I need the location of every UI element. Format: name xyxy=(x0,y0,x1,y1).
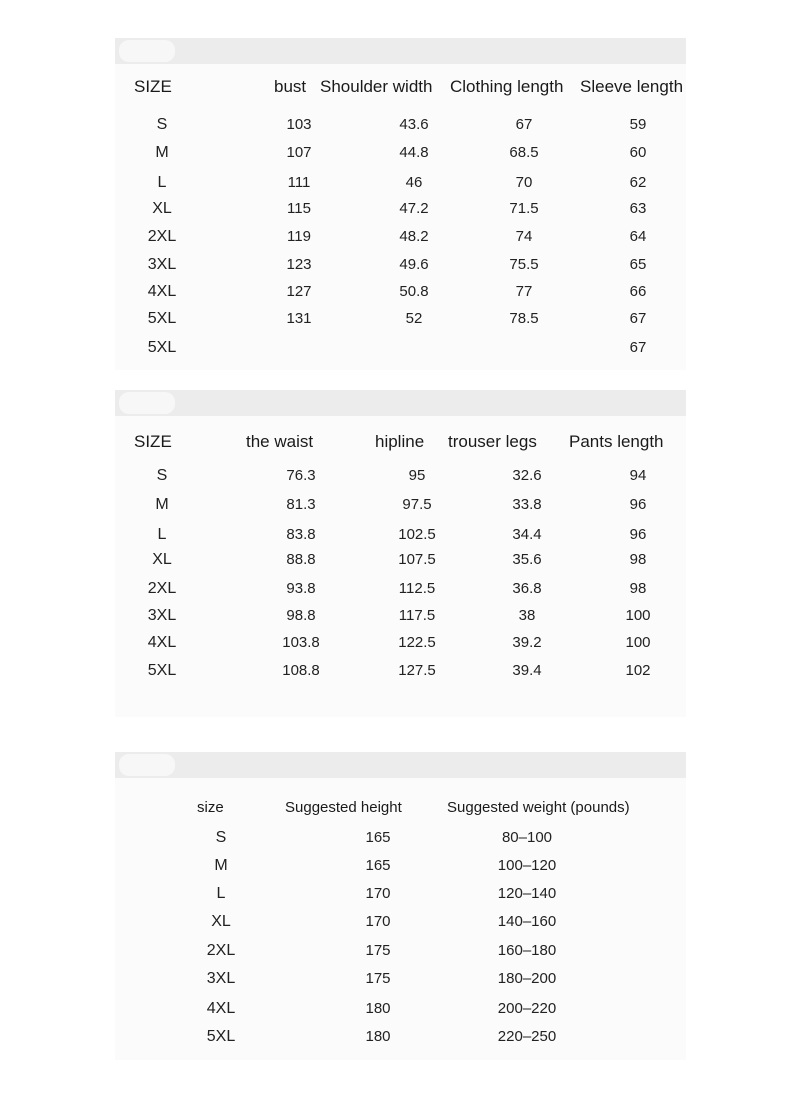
header-suggested-height: Suggested height xyxy=(285,799,402,816)
cell-size: 3XL xyxy=(147,607,177,624)
header-size: size xyxy=(197,799,224,816)
cell-bust: 115 xyxy=(287,200,311,217)
cell-bust: 131 xyxy=(286,310,312,327)
cell-size: 2XL xyxy=(206,942,236,959)
cell-trouser-legs: 32.6 xyxy=(512,467,542,484)
cell-shoulder-width: 47.2 xyxy=(399,200,429,217)
cell-shoulder-width: 49.6 xyxy=(399,256,429,273)
cell-suggested-height: 180 xyxy=(365,1000,391,1017)
cell-size: 2XL xyxy=(147,580,177,597)
cell-pants-length: 98 xyxy=(629,551,647,568)
cell-waist: 103.8 xyxy=(282,634,320,651)
cell-size: M xyxy=(155,496,169,513)
cell-size: 4XL xyxy=(206,1000,236,1017)
cell-waist: 93.8 xyxy=(286,580,316,597)
cell-clothing-length: 74 xyxy=(515,228,533,245)
cell-clothing-length: 75.5 xyxy=(509,256,539,273)
cell-bust: 119 xyxy=(287,228,311,245)
cell-sleeve-length: 60 xyxy=(629,144,647,161)
cell-hipline: 97.5 xyxy=(402,496,432,513)
cell-size: S xyxy=(215,829,227,846)
cell-size: XL xyxy=(152,551,172,568)
cell-clothing-length: 71.5 xyxy=(509,200,539,217)
cell-trouser-legs: 36.8 xyxy=(512,580,542,597)
cell-size: 4XL xyxy=(147,634,177,651)
cell-sleeve-length: 67 xyxy=(629,339,647,356)
cell-size: 5XL xyxy=(147,339,177,356)
cell-pants-length: 96 xyxy=(629,526,647,543)
header-clothing-length: Clothing length xyxy=(450,77,564,96)
cell-size: 2XL xyxy=(147,228,177,245)
cell-suggested-weight: 140–160 xyxy=(497,913,557,930)
cell-bust: 123 xyxy=(286,256,312,273)
cell-size: 5XL xyxy=(147,310,177,327)
cell-size: XL xyxy=(152,200,172,217)
cell-sleeve-length: 66 xyxy=(629,283,647,300)
cell-waist: 76.3 xyxy=(286,467,316,484)
cell-size: S xyxy=(156,116,168,133)
cell-sleeve-length: 65 xyxy=(629,256,647,273)
cell-suggested-weight: 160–180 xyxy=(497,942,557,959)
cell-shoulder-width: 44.8 xyxy=(399,144,429,161)
cell-waist: 98.8 xyxy=(286,607,316,624)
cell-size: 3XL xyxy=(206,970,236,987)
cell-sleeve-length: 63 xyxy=(629,200,647,217)
cell-suggested-weight: 100–120 xyxy=(497,857,557,874)
cell-size: M xyxy=(155,144,169,161)
cell-sleeve-length: 64 xyxy=(629,228,647,245)
cell-hipline: 107.5 xyxy=(398,551,436,568)
cell-waist: 88.8 xyxy=(286,551,316,568)
cell-size: 5XL xyxy=(206,1028,236,1045)
cell-suggested-height: 170 xyxy=(365,913,391,930)
cell-suggested-weight: 120–140 xyxy=(497,885,557,902)
header-hipline: hipline xyxy=(375,432,425,451)
cell-clothing-length: 70 xyxy=(515,174,533,191)
cell-suggested-height: 175 xyxy=(365,970,391,987)
cell-suggested-weight: 80–100 xyxy=(501,829,553,846)
header-bust: bust xyxy=(274,77,307,96)
cell-hipline: 122.5 xyxy=(398,634,436,651)
cell-suggested-weight: 220–250 xyxy=(497,1028,557,1045)
cell-pants-length: 96 xyxy=(629,496,647,513)
cell-hipline: 102.5 xyxy=(398,526,436,543)
cell-hipline: 112.5 xyxy=(398,580,436,597)
cell-suggested-height: 170 xyxy=(365,885,391,902)
cell-pants-length: 100 xyxy=(625,607,651,624)
cell-shoulder-width: 46 xyxy=(405,174,423,191)
header-shoulder-width: Shoulder width xyxy=(320,77,433,96)
cell-clothing-length: 78.5 xyxy=(509,310,539,327)
cell-size: 3XL xyxy=(147,256,177,273)
cell-hipline: 117.5 xyxy=(398,607,436,624)
cell-size: L xyxy=(157,526,167,543)
cell-trouser-legs: 34.4 xyxy=(512,526,542,543)
cell-pants-length: 94 xyxy=(629,467,647,484)
header-sleeve-length: Sleeve length xyxy=(580,77,684,96)
cell-trouser-legs: 39.2 xyxy=(512,634,542,651)
cell-size: S xyxy=(156,467,168,484)
cell-size: M xyxy=(214,857,228,874)
cell-waist: 81.3 xyxy=(286,496,316,513)
cell-trouser-legs: 33.8 xyxy=(512,496,542,513)
cell-size: 5XL xyxy=(147,662,177,679)
cell-trouser-legs: 38 xyxy=(518,607,536,624)
cell-bust: 103 xyxy=(286,116,312,133)
header-size: SIZE xyxy=(134,432,172,451)
cell-suggested-weight: 200–220 xyxy=(497,1000,557,1017)
cell-suggested-weight: 180–200 xyxy=(497,970,557,987)
cell-clothing-length: 77 xyxy=(515,283,533,300)
cell-waist: 83.8 xyxy=(286,526,316,543)
cell-bust: 107 xyxy=(286,144,312,161)
cell-shoulder-width: 52 xyxy=(405,310,423,327)
cell-bust: 127 xyxy=(286,283,312,300)
cell-bust: 111 xyxy=(287,174,311,191)
cell-suggested-height: 175 xyxy=(365,942,391,959)
cell-size: L xyxy=(216,885,226,902)
header-size: SIZE xyxy=(134,77,172,96)
cell-pants-length: 100 xyxy=(625,634,651,651)
cell-sleeve-length: 59 xyxy=(629,116,647,133)
cell-sleeve-length: 67 xyxy=(629,310,647,327)
cell-shoulder-width: 50.8 xyxy=(399,283,429,300)
header-trouser-legs: trouser legs xyxy=(448,432,537,451)
header-suggested-weight: Suggested weight (pounds) xyxy=(447,799,630,816)
cell-size: XL xyxy=(211,913,231,930)
cell-clothing-length: 68.5 xyxy=(509,144,539,161)
cell-suggested-height: 180 xyxy=(365,1028,391,1045)
cell-hipline: 95 xyxy=(408,467,426,484)
panel-header-bar xyxy=(115,390,686,416)
cell-clothing-length: 67 xyxy=(515,116,533,133)
cell-suggested-height: 165 xyxy=(365,829,391,846)
cell-suggested-height: 165 xyxy=(365,857,391,874)
cell-pants-length: 102 xyxy=(625,662,651,679)
cell-shoulder-width: 43.6 xyxy=(399,116,429,133)
cell-trouser-legs: 35.6 xyxy=(512,551,542,568)
cell-waist: 108.8 xyxy=(282,662,320,679)
cell-trouser-legs: 39.4 xyxy=(512,662,542,679)
cell-size: 4XL xyxy=(147,283,177,300)
cell-sleeve-length: 62 xyxy=(629,174,647,191)
cell-pants-length: 98 xyxy=(629,580,647,597)
panel-header-bar xyxy=(115,38,686,64)
cell-shoulder-width: 48.2 xyxy=(399,228,429,245)
header-waist: the waist xyxy=(246,432,314,451)
cell-size: L xyxy=(157,174,167,191)
panel-header-bar xyxy=(115,752,686,778)
cell-hipline: 127.5 xyxy=(398,662,436,679)
header-pants-length: Pants length xyxy=(569,432,664,451)
